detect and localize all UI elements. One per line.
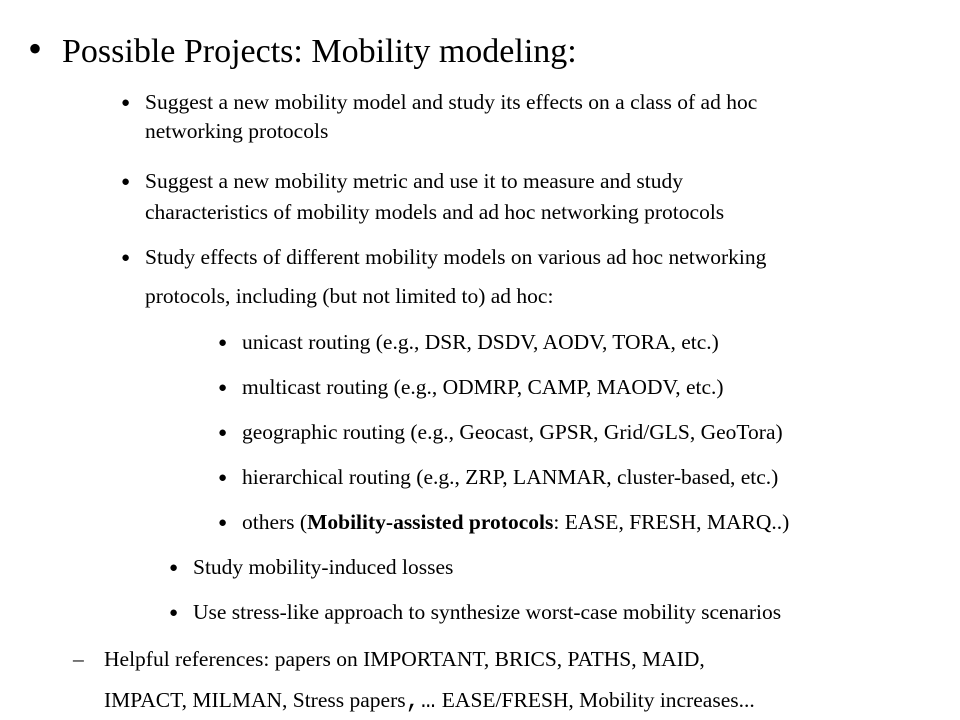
title-bullet-icon: • <box>28 26 43 71</box>
bullet-2-line-2: characteristics of mobility models and ad hoc networking protocols <box>145 200 725 224</box>
bullet-icon: ● <box>121 250 131 266</box>
bullet-1-line-1: Suggest a new mobility model and study its effects on a class of ad hoc <box>145 90 758 114</box>
mid-item-stress: Use stress-like approach to synthesize worst-case mobility scenarios <box>193 600 782 624</box>
bullet-3-line-2: protocols, including (but not limited to) ad hoc: <box>145 284 554 308</box>
others-bold: Mobility-assisted protocols <box>307 510 554 534</box>
slide-title: Possible Projects: Mobility modeling: <box>62 33 577 70</box>
bullet-3-line-1: Study effects of different mobility models on various ad hoc networking <box>145 245 767 269</box>
sub-item-others <box>242 509 789 536</box>
bullet-2-line-1: Suggest a new mobility metric and use it to measure and study <box>145 169 683 193</box>
references-line-2-a: IMPACT, MILMAN, Stress papers <box>104 688 406 712</box>
references-ellipsis: ,… <box>405 688 437 715</box>
bullet-icon: ● <box>169 560 179 576</box>
bullet-icon: ● <box>121 95 131 111</box>
bullet-icon: ● <box>218 470 228 486</box>
bullet-icon: ● <box>218 425 228 441</box>
mid-item-losses: Study mobility-induced losses <box>193 555 454 579</box>
bullet-icon: ● <box>218 515 228 531</box>
others-suffix: : EASE, FRESH, MARQ..) <box>553 510 790 534</box>
sub-item-unicast: unicast routing (e.g., DSR, DSDV, AODV, TORA, etc.) <box>242 330 719 354</box>
references-line-1: Helpful references: papers on IMPORTANT, BRICS, PATHS, MAID, <box>104 647 705 671</box>
bullet-icon: ● <box>121 174 131 190</box>
sub-item-hierarchical: hierarchical routing (e.g., ZRP, LANMAR, cluster-based, etc.) <box>242 465 779 489</box>
dash-bullet: – <box>73 647 84 671</box>
sub-item-geographic: geographic routing (e.g., Geocast, GPSR, Grid/GLS, GeoTora) <box>242 420 783 444</box>
references-line-2 <box>104 687 755 715</box>
others-prefix: others ( <box>242 510 308 534</box>
bullet-icon: ● <box>218 335 228 351</box>
sub-item-multicast: multicast routing (e.g., ODMRP, CAMP, MAODV, etc.) <box>242 375 724 399</box>
references-line-2-c: EASE/FRESH, Mobility increases... <box>436 688 755 712</box>
bullet-icon: ● <box>169 605 179 621</box>
bullet-icon: ● <box>218 380 228 396</box>
bullet-1-line-2: networking protocols <box>145 119 329 143</box>
